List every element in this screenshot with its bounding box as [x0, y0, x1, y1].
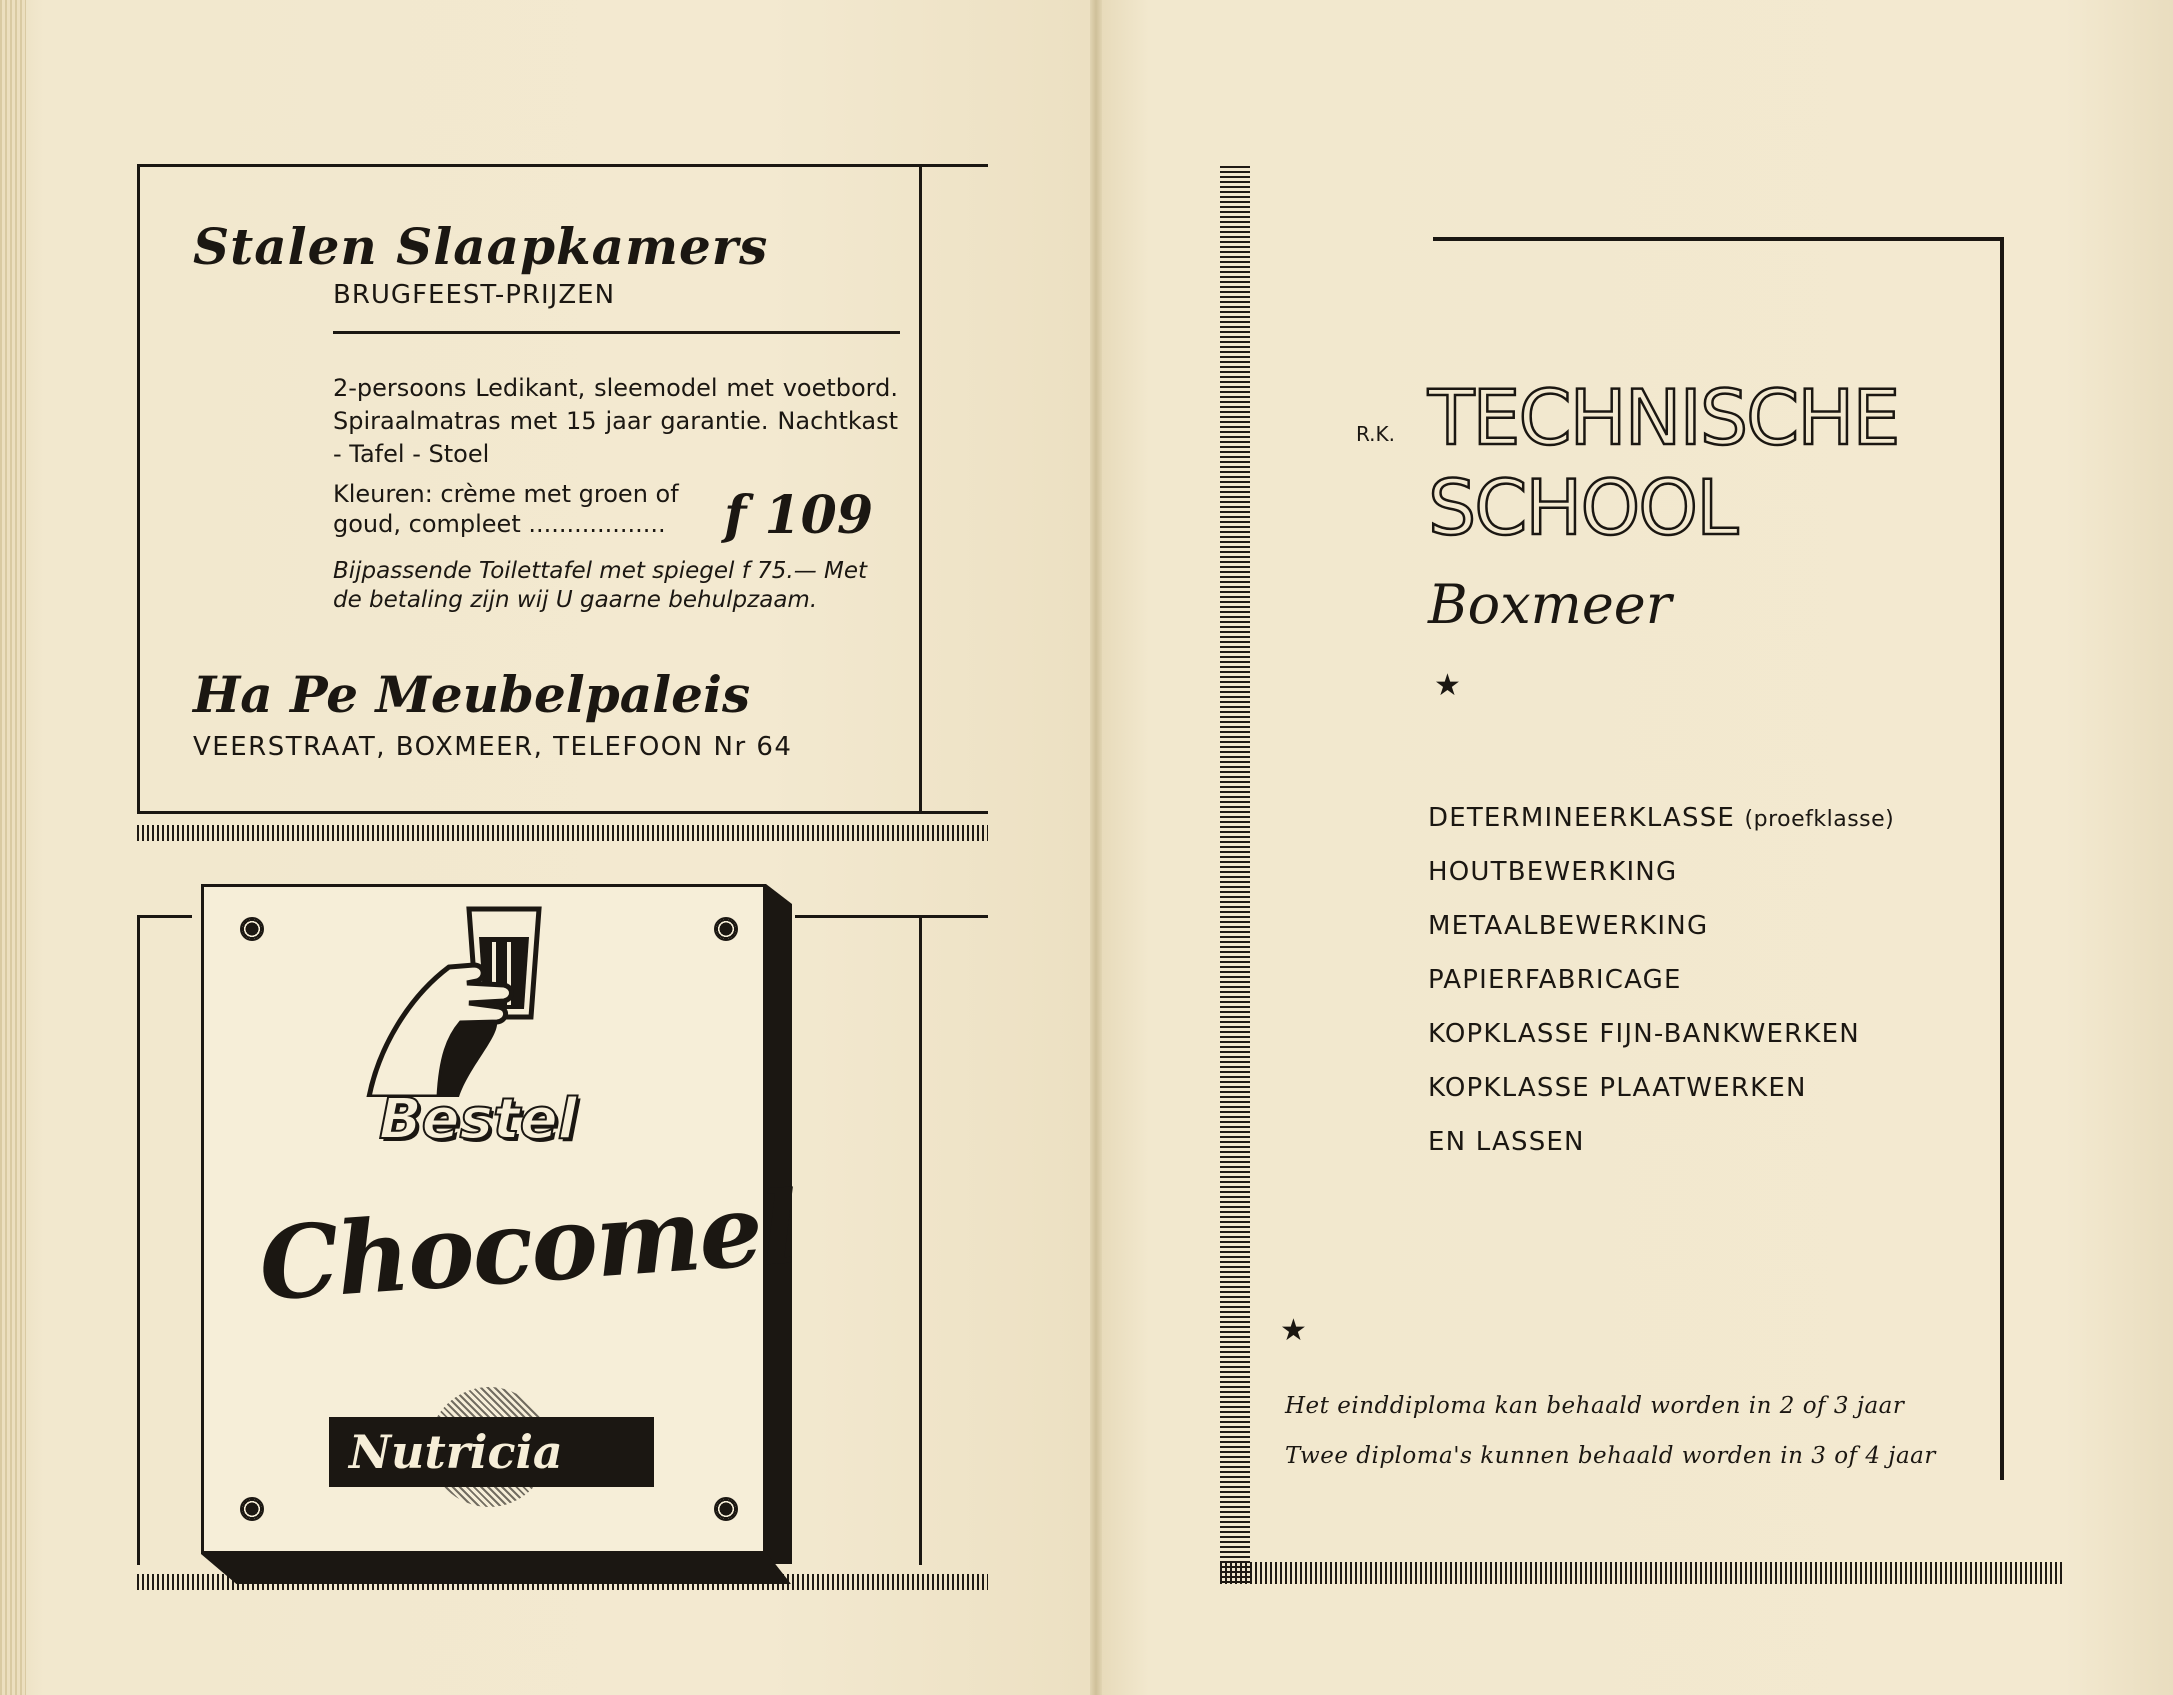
technical-school-ad — [1220, 163, 2060, 1563]
school-name-line2: SCHOOL — [1428, 463, 1737, 552]
bedroom-furniture-ad — [137, 164, 988, 814]
ad-description: 2-persoons Ledikant, sleemodel met voetbord. Spiraalmatras met 15 jaar garantie. Nachtkast - Tafel - Stoel — [333, 374, 898, 468]
course-note: (proefklasse) — [1744, 807, 1895, 832]
ad-subheading: BRUGFEEST-PRIJZEN — [333, 280, 616, 310]
ad-address: VEERSTRAAT, BOXMEER, TELEFOON Nr 64 — [193, 732, 793, 762]
school-note: Twee diploma's kunnen behaald worden in 3 of 4 jaar — [1285, 1443, 1936, 1469]
book-gutter — [1090, 0, 1102, 1695]
bolt-icon — [714, 1497, 738, 1521]
school-note: Het einddiploma kan behaald worden in 2 of 3 jaar — [1285, 1393, 1905, 1419]
list-item: PAPIERFABRICAGE — [1428, 965, 1682, 995]
ad-brand: Ha Pe Meubelpaleis — [193, 665, 751, 724]
ad-colors: Kleuren: crème met groen of goud, compleet .................. — [333, 480, 679, 538]
school-prefix: R.K. — [1356, 422, 1396, 446]
school-right-rule — [2000, 237, 2004, 1480]
hatched-border-bottom — [1220, 1562, 2062, 1584]
ad2-left-rule — [137, 915, 140, 1565]
star-icon: ★ — [1434, 668, 1461, 703]
chocomel-ad — [201, 884, 801, 1544]
bolt-icon — [240, 1497, 264, 1521]
ad-extra-offer: Bijpassende Toilettafel met spiegel f 75.— Met de betaling zijn wij U gaarne behulpzaam. — [333, 558, 868, 613]
ad-price: f 109 — [724, 485, 874, 546]
bolt-icon — [714, 917, 738, 941]
course-list — [1428, 803, 1894, 1181]
chocomel-maker: Nutricia — [349, 1425, 563, 1479]
list-item: DETERMINEERKLASSE (proefklasse) — [1428, 803, 1895, 833]
list-item: EN LASSEN — [1428, 1127, 1585, 1157]
page-stack-edge — [0, 0, 26, 1695]
bolt-icon — [240, 917, 264, 941]
ad2-top-rule-right — [795, 915, 988, 918]
list-item: KOPKLASSE PLAATWERKEN — [1428, 1073, 1807, 1103]
school-top-rule — [1433, 237, 2003, 241]
list-item: HOUTBEWERKING — [1428, 857, 1678, 887]
ad-divider — [333, 331, 900, 334]
school-place: Boxmeer — [1428, 573, 1672, 636]
ad-heading: Stalen Slaapkamers — [193, 217, 769, 276]
list-item: KOPKLASSE FIJN-BANKWERKEN — [1428, 1019, 1860, 1049]
school-name-line1: TECHNISCHE — [1428, 373, 1899, 462]
star-icon: ★ — [1280, 1313, 1307, 1348]
ad2-right-rule — [919, 915, 922, 1565]
sign-shadow-bottom — [201, 1554, 791, 1584]
sign-face — [201, 884, 801, 1554]
chocomel-call-to-action: Bestel — [379, 1087, 577, 1152]
list-item: METAALBEWERKING — [1428, 911, 1709, 941]
chocomel-product: Chocomel — [255, 1168, 801, 1324]
hand-holding-glass-icon — [349, 897, 569, 1097]
ad2-top-rule-left — [137, 915, 192, 918]
hatched-divider-middle — [137, 825, 988, 841]
